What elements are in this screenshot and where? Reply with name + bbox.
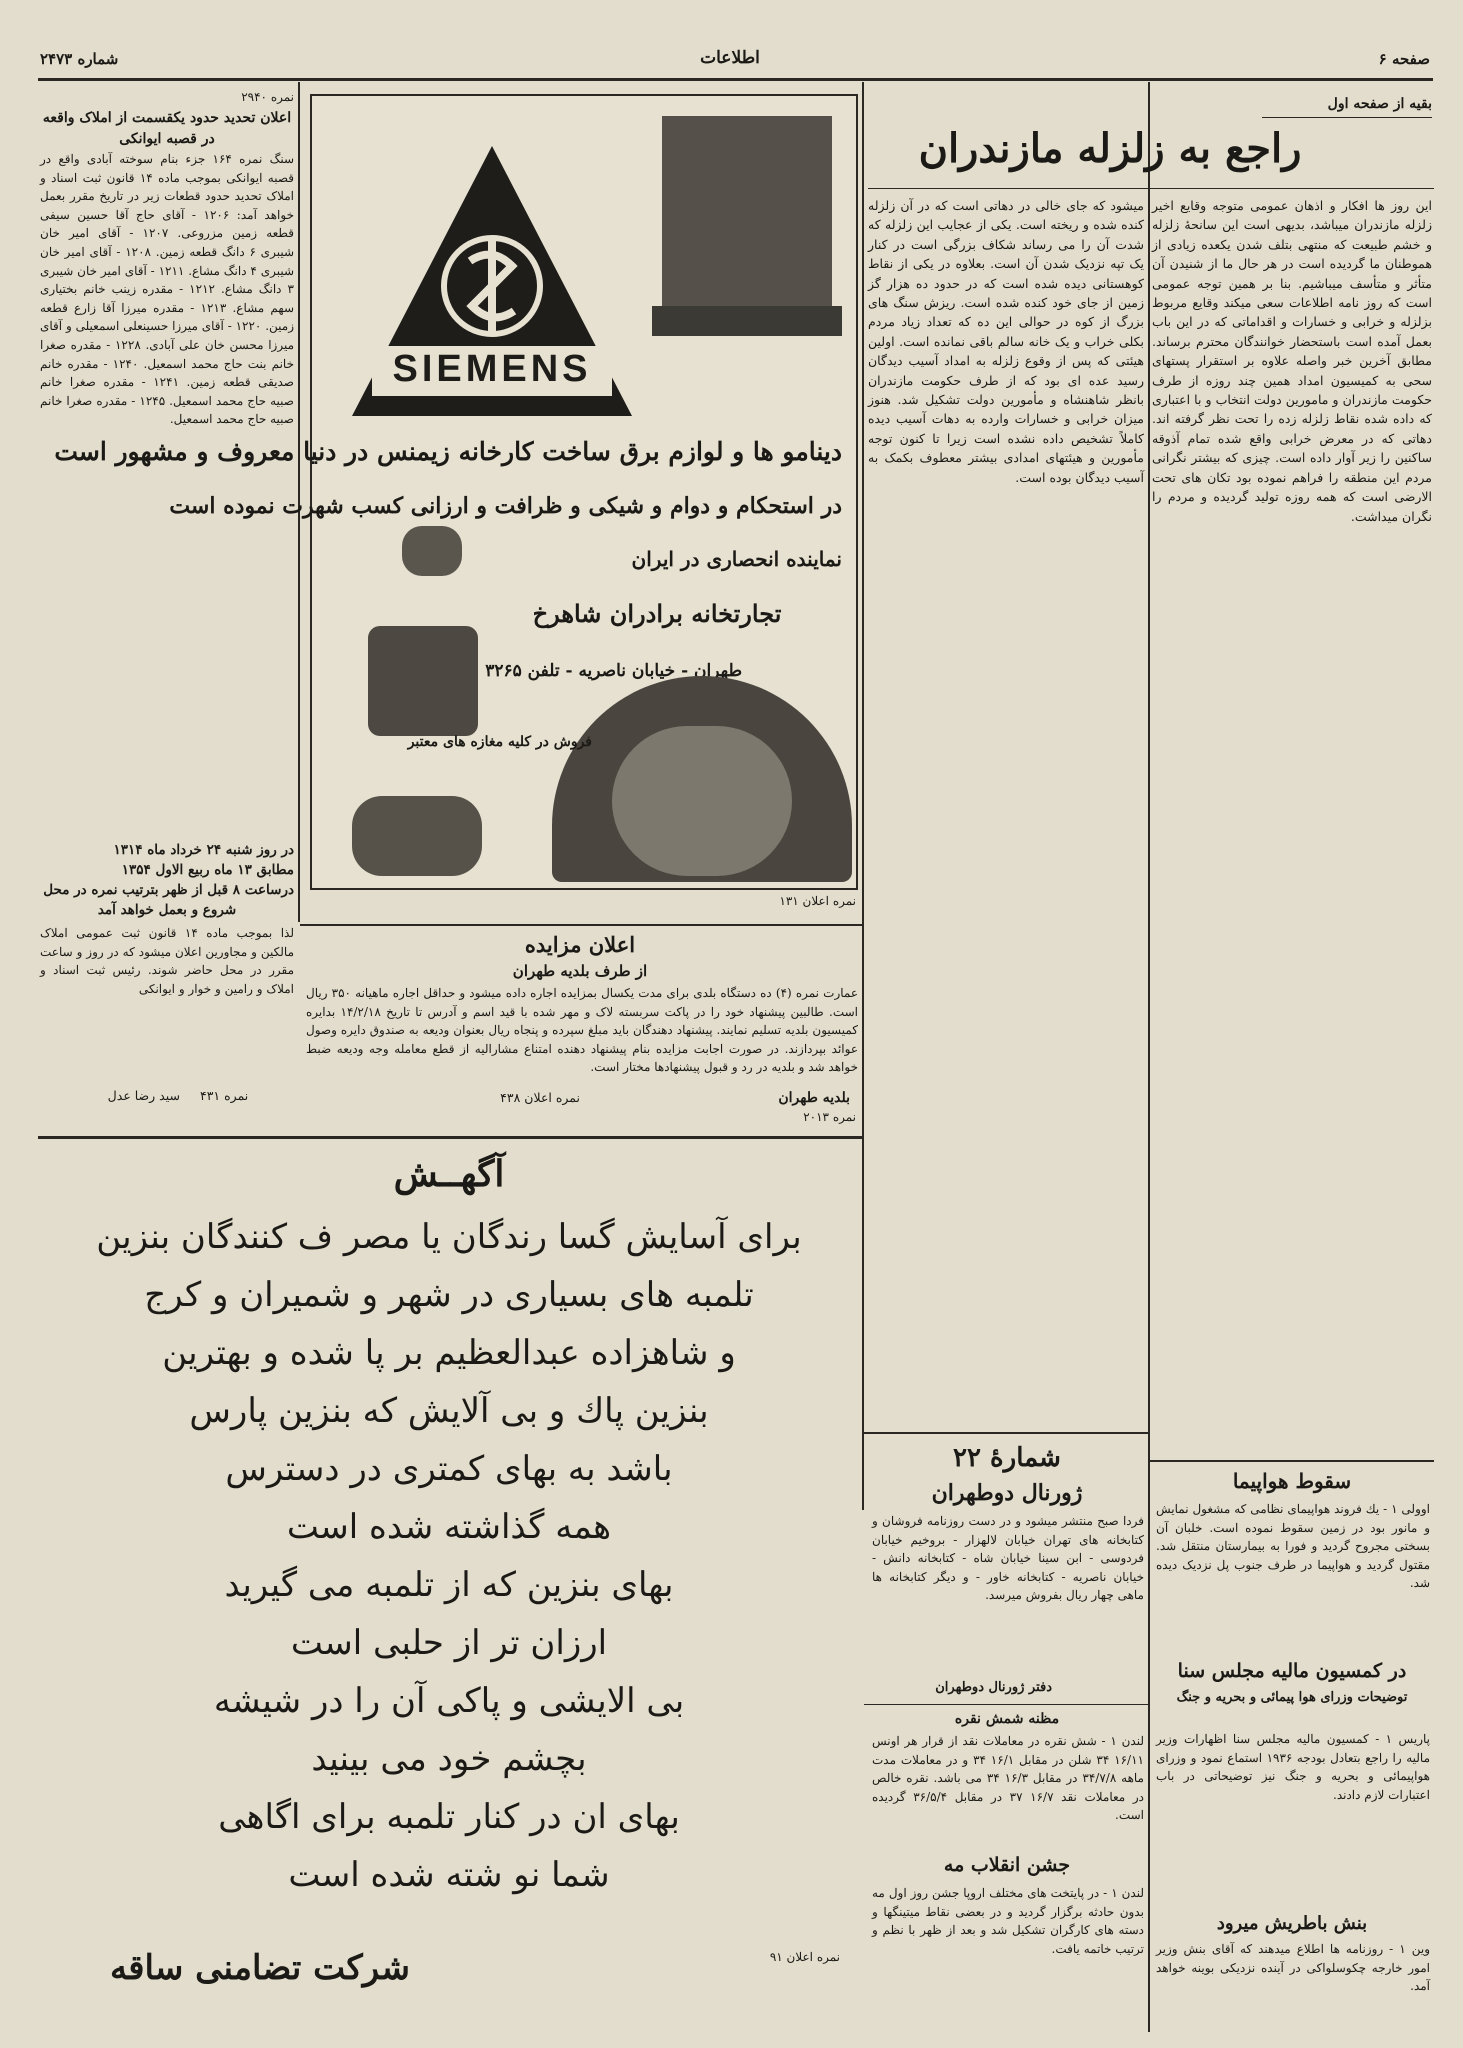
motor-image <box>368 626 478 736</box>
siemens-brand: SIEMENS <box>392 348 592 390</box>
plane-title: سقوط هواپیما <box>1232 1469 1352 1493</box>
petrol-lines <box>40 1208 858 1928</box>
journal-top-rule <box>864 1432 1150 1434</box>
auction-title: اعلان مزایده <box>524 932 636 957</box>
silver-top-rule <box>864 1704 1150 1705</box>
siemens-sales: فروش در کلیه مغازه های معتبر <box>407 734 592 750</box>
auction-subtitle: از طرف بلدیه طهران <box>512 962 648 980</box>
petrol-title: آگهــش <box>393 1153 505 1195</box>
petrol-line: باشد به بهای کمتری در دسترس <box>225 1449 673 1489</box>
revolution-title: جشن انقلاب مه <box>943 1854 1071 1876</box>
senate-subtitle: توضیحات وزرای هوا پیمائی و بحریه و جنگ <box>1176 1690 1408 1705</box>
notice-signer: سید رضا عدل <box>107 1088 180 1103</box>
silver-body: لندن ۱ - شش نقره در معاملات نقد از قرار هر اونس ۱۶/۱۱ ۳۴ شلن در مقابل ۱۶/۱ ۳۴ و در معاملات مدت ماهه ۳۴/۷/۸ در مقابل ۱۶/۳ ۳۴ می باشد. نقره خالص در معاملات نقد ۱۶/۷ ۳۷ در مقابل ۳۶/۵/۴ گردیده است. <box>872 1734 1145 1823</box>
petrol-line: بهای ان در کنار تلمبه برای اگاهی <box>218 1797 680 1837</box>
notice-footer: لذا بموجب ماده ۱۴ قانون ثبت عمومی املاک مالکین و مجاورین اعلان میشود که در روز و ساعت مقرر در محل حاضر شوند. رئیس ثبت اسناد و املاک و رامین و خوار و ایوانکی <box>40 926 294 996</box>
notice-time: درساعت ۸ قبل از ظهر بترتیب نمره در محل <box>43 882 294 898</box>
senate-title: در کمسیون مالیه مجلس سنا <box>1177 1660 1407 1682</box>
revolution-body: لندن ۱ - در پایتخت های مختلف اروپا جشن روز اول مه بدون حادثه برگزار گردید و در بعضی نقاط میتینگها و دسته های کارگران تشکیل شد و بعد از ظهر با نظم و ترتیب خاتمه یافت. <box>872 1886 1144 1956</box>
generator-core <box>612 726 792 876</box>
notice-date-2: مطابق ۱۳ ماه ربیع الاول ۱۳۵۴ <box>121 862 294 878</box>
notice-date: در روز شنبه ۲۴ خرداد ماه ۱۳۱۴ <box>113 842 294 858</box>
auction-ad-number: نمره اعلان ۴۳۸ <box>500 1090 580 1105</box>
engine-base <box>652 306 842 336</box>
petrol-line: بهای بنزین که از تلمبه می گیرید <box>224 1565 674 1605</box>
header-rule <box>38 78 1433 81</box>
earthquake-headline: راجع به زلزله مازندران <box>918 125 1302 172</box>
siemens-dealer: تجارتخانه برادران شاهرخ <box>532 599 782 628</box>
notice-start: شروع و بعمل خواهد آمد <box>97 902 237 918</box>
petrol-ad <box>40 1142 858 2012</box>
col-rule-right-lower <box>1148 1460 1150 2032</box>
benes-title: بنش باطریش میرود <box>1216 1913 1368 1934</box>
journal-number: شمارهٔ ۲۲ <box>953 1443 1061 1473</box>
siemens-address: طهران - خیابان ناصریه - تلفن ۳۲۶۵ <box>485 661 742 681</box>
petrol-line: بچشم خود می بینید <box>311 1739 587 1779</box>
petrol-top-rule <box>38 1136 862 1139</box>
auction-ad-number-2: نمره ۲۰۱۳ <box>803 1110 856 1124</box>
petrol-line: بنزین پاك و بی آلایش که بنزین پارس <box>189 1391 709 1431</box>
notice-ad-number: نمره ۴۳۱ <box>200 1088 249 1103</box>
page-number: صفحه ۶ <box>1378 50 1430 68</box>
senate-body: پاریس ۱ - کمسیون مالیه مجلس سنا اظهارات وزیر مالیه را راجع بتعادل بودجه ۱۹۳۶ استماع نمود و وزرای هواپیمائی و بحریه و جنگ نیز توضیحاتی در باب اعتبارات لازم دادند. <box>1156 1732 1430 1802</box>
petrol-line: همه گذاشته شده است <box>286 1507 612 1547</box>
earthquake-col-left: میشود که جای خالی در دهاتی است که در آن زلزله کنده شده و ریخته است. یکی از عجایب این زلزله که شدت آن را می رساند شکاف بزرگی است در کنار یک تپه نزدیک شدن آن است. بعلاوه در یکی از نقاط کوهستانی دیده شده است که در حدود ده هزار گز زمین از جای خود کنده شده است. ریزش سنگ های بزرگ از کوه در حوالی این ده که تعداد زیاد مردم بکلی خراب و یک خانه سالم باقی نمانده است. اولین هیئتی که پس از وقوع زلزله به امداد آسیب دیدگان رسید عده ای بود که از طرف حکومت مازندران بانظر شاهنشاه و مأمورین دولت تشکیل شد. هنوز میزان خرابی و خسارات وارده به دهات آسیب دیده کاملاً تشخیص داده نشده است زیرا تا کنون توجه مأمورین و هیئتهای امدادی بیشتر معطوف بکمک به آسیب دیدگان بوده است. <box>868 198 1144 485</box>
siemens-agency: نماینده انحصاری در ایران <box>631 547 842 571</box>
plane-body: اوولی ۱ - یك فروند هواپیمای نظامی که مشغول نمایش و مانور بود در زمین سقوط نموده است. خلبان آن بسختی مجروح گردید و فورا به بیمارستان منتقل شد. مقتول گردید و هواپیما در طرف جنوب پل نزدیک دیده شد. <box>1156 1502 1430 1591</box>
journal-body: فردا صبح منتشر میشود و در دست روزنامه فروشان و کتابخانه های تهران خیابان لالهزار - بروخیم خیابان فردوسی - ابن سینا خیابان شاه - کتابخانه دانش - خیابان ناصریه - کتابخانه خاور - و دیگر کتابخانه ها ماهی چهار ریال بفروش میرسد. <box>872 1514 1144 1603</box>
earthquake-col-right: این روز ها افکار و اذهان عمومی متوجه وقایع اخیر زلزله مازندران میباشد، بدیهی است این سانحهٔ زلزله و خشم طبیعت که منتهی بتلف شدن یکعده زیادی از هموطنان ما گردیده است در هر حال ما از شنیدن آن متأثر و متأسف میباشیم. بنا بر همین توجه عمومی است که روز نامه اطلاعات سعی میکند وقایع مربوط بزلزله و خرابی و خسارات و اقداماتی که در این باب بعمل آمده است باستحضار خوانندگان محترم برساند. مطابق آخرین خبر واصله علاوه بر استقرار پستهای سحی به کمیسیون امداد همین چند روزه از طرف حکومت مازندران و مامورین دولت انتخاب و با اعتباری که داده شده نقاط زلزله زده را تحت نظر گرفته اند. دهاتی که در معرض خرابی واقع شده تمام آذوقه ساکنین را زیر آوار داده است. چیزی که بیشتر نگرانی مردم این منطقه را فراهم نموده بود تکان های تحت الارضی است که همه روزه تولید گردیده و مردم را نگران میداشت. <box>1152 198 1432 524</box>
petrol-line: و شاهزاده عبدالعظیم بر پا شده و بهترین <box>162 1333 736 1373</box>
continued-label: بقیه از صفحه اول <box>1262 96 1432 118</box>
petrol-line: ارزان تر از حلبی است <box>290 1623 608 1663</box>
petrol-line: برای آسایش گسا رندگان یا مصر ف کنندگان بنزین <box>96 1217 802 1257</box>
petrol-line: بی الایشی و پاکی آن را در شیشه <box>213 1681 685 1721</box>
siemens-ad-number: نمره اعلان ۱۳۱ <box>779 894 856 908</box>
auction-body: عمارت نمره (۴) ده دستگاه بلدی برای مدت یکسال بمزایده اجاره داده میشود و حداقل اجاره ماهیانه ۳۵۰ ریال است. طالبین پیشنهاد خود را در پاکت سربسته لاک و مهر شده با قید اسم و آدرس تا تاریخ ۱۴/۲/۱۸ بدایره کمیسیون بلدیه تسلیم نمایند. پیشنهاد دهندگان باید مبلغ سپرده و پنجاه ریال بعنوان ودیعه به صندوق دایره وصول عوائد بپردازند. در صورت اجابت مزایده بنام پیشنهاد دهنده امتناع مشارالیه از قطع معامله وجه ودیعه ضبط خواهد شد و بلدیه در رد و قبول پیشنهادها مختار است. <box>306 986 858 1075</box>
col-rule-far-right <box>1148 82 1150 1460</box>
auction-signer: بلدیه طهران <box>778 1090 850 1106</box>
journal-title: ژورنال دوطهران <box>931 1480 1083 1506</box>
small-motor-image <box>402 526 462 576</box>
siemens-subline: در استحکام و دوام و شیکی و ظرافت و ارزانی کسب شهرت نموده است <box>169 493 842 519</box>
headline-rule <box>868 188 1434 189</box>
newspaper-name: اطلاعات <box>700 48 760 68</box>
engine-image <box>662 116 832 306</box>
siemens-headline: دینامو ها و لوازم برق ساخت کارخانه زیمنس در دنیا معروف و مشهور است <box>54 437 842 466</box>
benes-body: وین ۱ - روزنامه ها اطلاع میدهند که آقای بنش وزیر امور خارجه چکوسلواکی در آینده نزدیکی بوینه خواهد آمد. <box>1156 1942 1430 1994</box>
notice-body: سنگ نمره ۱۶۴ جزء بنام سوخته آبادی واقع در قصبه ایوانکی بموجب ماده ۱۴ قانون ثبت اسناد و املاک تحدید حدود قطعات زیر در تاریخ مقرر بعمل خواهد آمد: ۱۲۰۶ - آقای حاج آقا حسین سیفی قطعه زمین مزروعی. ۱۲۰۷ - آقای امیر خان شیبری ۶ دانگ قطعه زمین. ۱۲۰۸ - آقای امیر خان شیبری ۴ دانگ مشاع. ۱۲۱۱ - آقای امیر خان شیبری ۳ دانگ مشاع. ۱۲۱۲ - مقدره زینب خانم بختیاری سهم مشاع. ۱۲۱۳ - مقدره میرزا آقا زارع قطعه زمین. ۱۲۲۰ - آقای میرزا حسینعلی اسمعیلی و آقای میرزا محسن خان علی آبادی. ۱۲۲۸ - مقدره صغرا خانم بنت حاج محمد اسمعیل. ۱۲۴۰ - مقدره خانم صدیقی قطعه زمین. ۱۲۴۱ - مقدره صغرا خانم صبیه حاج محمد اسمعیل. ۱۲۴۵ - مقدره صغرا خانم صبیه حاج محمد اسمعیل. <box>40 152 295 427</box>
notice-title: اعلان تحدید حدود یکقسمت از املاک واقعه در قصبه ایوانکی <box>42 110 292 147</box>
col-rule-right <box>862 82 864 1510</box>
notice-number: نمره ۲۹۴۰ <box>241 90 294 104</box>
petrol-ad-number: نمره اعلان ۹۱ <box>769 1950 840 1964</box>
plane-top-rule <box>1148 1460 1434 1462</box>
motor-image-2 <box>352 796 482 876</box>
petrol-line: تلمبه های بسیاری در شهر و شمیران و کرج <box>144 1275 754 1315</box>
petrol-company: شرکت تضامنی ساقه <box>110 1948 410 1988</box>
petrol-line: شما نو شته شده است <box>288 1855 610 1895</box>
silver-title: مظنه شمش نقره <box>954 1711 1060 1727</box>
journal-office: دفتر ژورنال دوطهران <box>935 1680 1052 1695</box>
issue-number: شماره ۲۴۷۳ <box>40 50 119 68</box>
auction-top-rule <box>300 924 862 926</box>
